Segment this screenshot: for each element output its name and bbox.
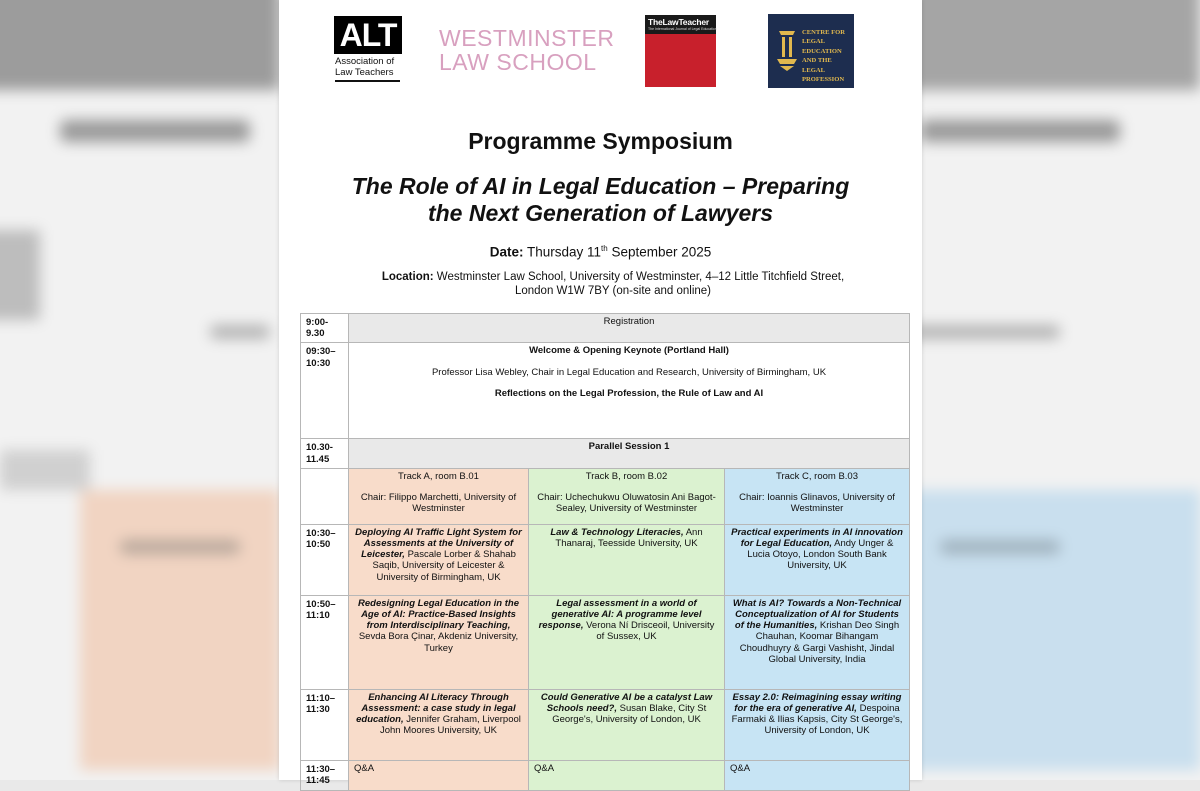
talk-authors: Verona Ní Drisceoil, University of Sussex, UK xyxy=(586,620,715,643)
alt-logo-rule xyxy=(335,80,400,82)
talk-title: Practical experiments in AI innovation for Legal Education, xyxy=(731,526,903,550)
wls-line-1: WESTMINSTER xyxy=(439,25,615,51)
registration-label: Registration xyxy=(349,314,910,343)
talk-b1 xyxy=(529,524,725,595)
talk-authors: Andy Unger & Lucia Otoyo, London South Bank University, UK xyxy=(747,538,894,572)
centre-line-6: PROFESSION xyxy=(802,76,845,84)
table-row-slot-3 xyxy=(301,689,910,760)
page-title: Programme Symposium xyxy=(468,128,733,154)
parallel-time: 10.30-11.45 xyxy=(301,439,349,468)
alt-subtitle-line-2: Law Teachers xyxy=(335,67,394,78)
date-value-day: Thursday 11 xyxy=(526,244,602,260)
talk-authors: Ann Thanaraj, Teesside University, UK xyxy=(555,526,703,550)
date-value-month: September 2025 xyxy=(611,244,712,260)
slot-2-time: 10:50–11:10 xyxy=(301,595,349,689)
location-value: Westminster Law School, University of Westminster, 4–12 Little Titchfield Street, London W1W 7BY (on-site and online) xyxy=(436,271,845,297)
talk-authors: Pascale Lorber & Shahab Saqib, University of Leicester & University of Birmingham, UK xyxy=(372,549,516,583)
talk-authors: Krishan Deo Singh Chauhan, Koomar Bihangam Choudhuyry & Gargi Vashisht, Jindal Global University, India xyxy=(739,620,900,665)
slot-1-time: 10:30–10:50 xyxy=(301,524,349,595)
track-b-chair: Chair: Uchechukwu Oluwatosin Ani Bagot-Sealey, University of Westminster xyxy=(537,492,716,515)
sponsor-logos xyxy=(279,0,922,100)
talk-title: Could Generative AI be a catalyst Law Schools need?, xyxy=(540,691,713,715)
talk-authors: Jennifer Graham, Liverpool John Moores University, UK xyxy=(379,714,521,737)
keynote-heading: Welcome & Opening Keynote (Portland Hall) xyxy=(529,345,729,357)
law-teacher-name: TheLawTeacher xyxy=(648,17,710,27)
keynote-speaker: Professor Lisa Webley, Chair in Legal Education and Research, University of Birmingham, UK xyxy=(431,366,827,378)
talk-c1 xyxy=(725,524,910,595)
registration-time: 9:00-9.30 xyxy=(301,314,349,343)
alt-logo-subtitle xyxy=(335,56,405,78)
centre-line-4: AND THE xyxy=(802,57,832,65)
slot-3-time: 11:10–11:30 xyxy=(301,689,349,760)
event-location xyxy=(363,270,863,298)
centre-line-3: EDUCATION xyxy=(802,47,842,55)
centre-legal-education-logo xyxy=(768,14,854,88)
track-a-name: Track A, room B.01 xyxy=(398,470,479,482)
tracks-time-empty xyxy=(301,468,349,524)
date-label: Date: xyxy=(489,244,524,260)
talk-title: Deploying AI Traffic Light System for Assessments at the University of Leicester, xyxy=(355,526,522,561)
programme-document xyxy=(279,0,922,787)
talk-title: Enhancing AI Literacy Through Assessment: a case study in legal education, xyxy=(356,691,516,726)
event-date xyxy=(279,244,922,260)
table-row-tracks xyxy=(301,468,910,524)
date-ordinal: th xyxy=(601,244,608,253)
keynote-cell xyxy=(349,343,910,439)
track-b-header xyxy=(529,468,725,524)
subtitle-line-1: The Role of AI in Legal Education – Preparing xyxy=(351,173,850,199)
talk-title: Law & Technology Literacies, xyxy=(550,526,684,538)
law-teacher-tagline: The International Journal of Legal Education xyxy=(648,27,717,31)
track-c-header xyxy=(725,468,910,524)
alt-subtitle-line-1: Association of xyxy=(335,56,395,67)
table-row-registration xyxy=(301,314,910,343)
track-b-name: Track B, room B.02 xyxy=(585,470,668,482)
wls-line-2: LAW SCHOOL xyxy=(439,49,597,75)
talk-title: Redesigning Legal Education in the Age of AI: Practice-Based Insights from Interdisciplinary Teaching, xyxy=(358,597,519,632)
track-c-name: Track C, room B.03 xyxy=(776,470,859,482)
location-label: Location: xyxy=(381,271,434,283)
table-row-qa xyxy=(301,760,910,790)
centre-line-2: LEGAL xyxy=(802,38,826,46)
talk-a2 xyxy=(349,595,529,689)
centre-logo-text xyxy=(802,28,852,84)
law-teacher-band xyxy=(645,15,716,34)
talk-title: Legal assessment in a world of generative AI: A programme level response, xyxy=(538,597,702,632)
talk-b3 xyxy=(529,689,725,760)
talk-c3 xyxy=(725,689,910,760)
track-c-chair: Chair: Ioannis Glinavos, University of Westminster xyxy=(739,492,895,515)
talk-title: Essay 2.0: Reimagining essay writing for the era of generative AI, xyxy=(732,691,902,715)
centre-line-5: LEGAL xyxy=(802,66,826,74)
programme-table xyxy=(300,313,910,791)
alt-logo-letters: ALT xyxy=(334,16,402,54)
table-row-slot-2 xyxy=(301,595,910,689)
centre-line-1: CENTRE FOR xyxy=(802,29,846,36)
westminster-law-school-logo xyxy=(439,25,615,75)
talk-authors: Despoina Farmaki & Ilias Kapsis, City St George's, University of London, UK xyxy=(731,703,903,737)
talk-a1 xyxy=(349,524,529,595)
talk-a3 xyxy=(349,689,529,760)
subtitle-line-2: the Next Generation of Lawyers xyxy=(427,200,774,226)
qa-c: Q&A xyxy=(725,760,910,790)
qa-b: Q&A xyxy=(529,760,725,790)
talk-c2 xyxy=(725,595,910,689)
parallel-label: Parallel Session 1 xyxy=(349,439,910,468)
symposium-subtitle xyxy=(309,173,892,227)
talk-b2 xyxy=(529,595,725,689)
talk-authors: Susan Blake, City St George's, University of London, UK xyxy=(552,703,707,726)
table-row-parallel xyxy=(301,439,910,468)
keynote-talk: Reflections on the Legal Profession, the Rule of Law and AI xyxy=(494,387,764,399)
table-row-keynote xyxy=(301,343,910,439)
alt-logo xyxy=(334,16,404,84)
crest-icon xyxy=(774,28,800,72)
talk-authors: Sevda Bora Çinar, Akdeniz University, Turkey xyxy=(358,631,519,654)
keynote-time: 09:30–10:30 xyxy=(301,343,349,439)
law-teacher-logo xyxy=(645,15,716,87)
table-row-slot-1 xyxy=(301,524,910,595)
track-a-header xyxy=(349,468,529,524)
track-a-chair: Chair: Filippo Marchetti, University of Westminster xyxy=(360,492,517,515)
talk-title: What is AI? Towards a Non-Technical Conceptualization of AI for Students of the Humanities, xyxy=(732,597,902,632)
qa-time: 11:30–11:45 xyxy=(301,760,349,790)
qa-a: Q&A xyxy=(349,760,529,790)
